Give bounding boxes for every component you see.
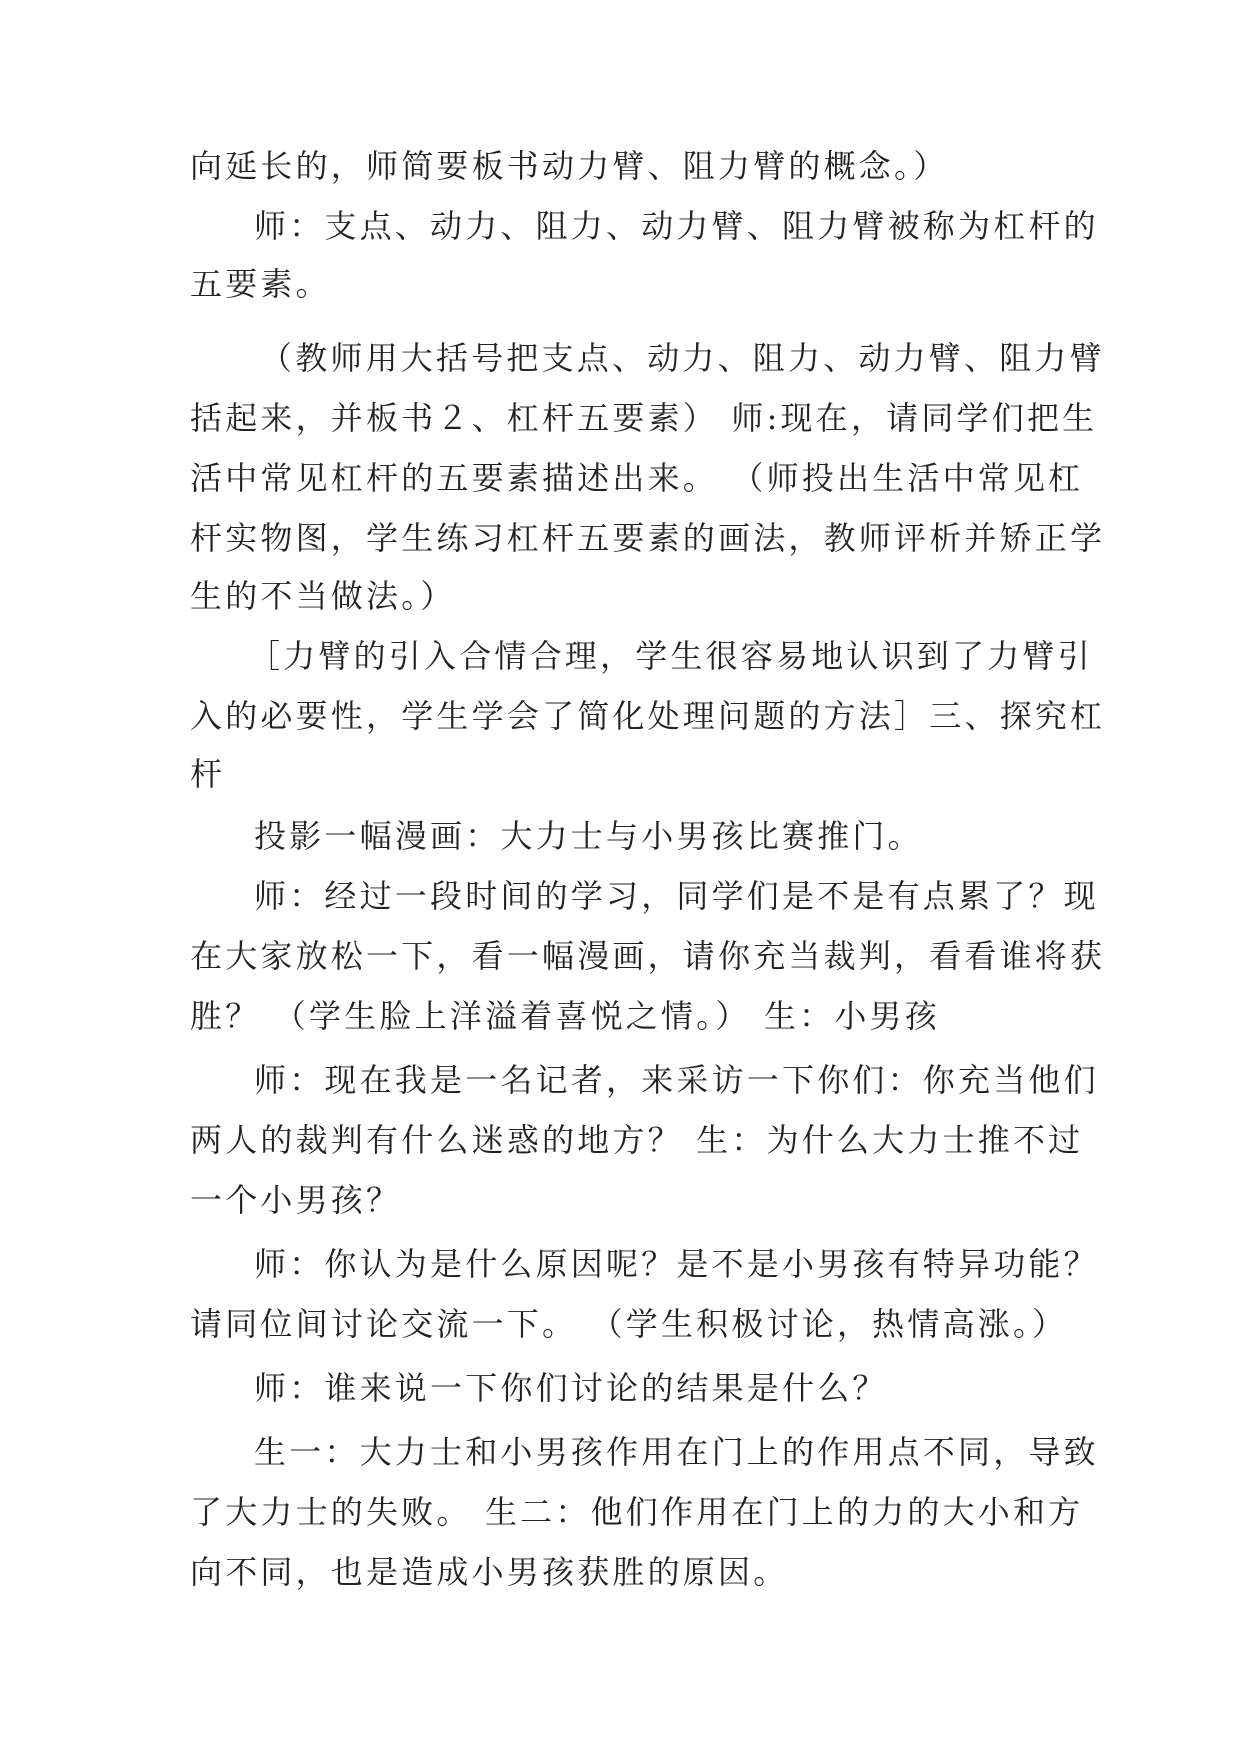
text-line: 入的必要性，学生学会了简化处理问题的方法］三、探究杠 — [190, 697, 1106, 735]
text-line: 括起来，并板书２、杠杆五要素） 师:现在，请同学们把生 — [190, 399, 1098, 437]
text-line: 师：经过一段时间的学习，同学们是不是有点累了？现 — [254, 877, 1099, 915]
text-line: 活中常见杠杆的五要素描述出来。 （师投出生活中常见杠 — [190, 459, 1084, 497]
text-line: 师：支点、动力、阻力、动力臂、阻力臂被称为杠杆的 — [254, 207, 1099, 245]
text-line: 师：现在我是一名记者，来采访一下你们：你充当他们 — [254, 1061, 1099, 1099]
text-line: 在大家放松一下，看一幅漫画，请你充当裁判，看看谁将获 — [190, 937, 1106, 975]
text-line: 杆 — [190, 755, 226, 793]
text-line: 向延长的，师简要板书动力臂、阻力臂的概念。） — [190, 147, 949, 185]
text-line: 五要素。 — [190, 265, 331, 303]
text-line: 一个小男孩？ — [190, 1181, 402, 1219]
text-line: 两人的裁判有什么迷惑的地方？ 生：为什么大力士推不过 — [190, 1121, 1084, 1159]
text-line: 生的不当做法。） — [190, 577, 456, 615]
text-line: 向不同，也是造成小男孩获胜的原因。 — [190, 1553, 789, 1591]
text-line: 请同位间讨论交流一下。 （学生积极讨论，热情高涨。） — [190, 1305, 1068, 1343]
text-line: 投影一幅漫画：大力士与小男孩比赛推门。 — [254, 817, 923, 855]
text-line: 生一：大力士和小男孩作用在门上的作用点不同，导致 — [254, 1433, 1099, 1471]
text-line: 师：你认为是什么原因呢？是不是小男孩有特异功能？ — [254, 1245, 1099, 1283]
text-line: 杆实物图，学生练习杠杆五要素的画法，教师评析并矫正学 — [190, 519, 1106, 557]
text-line: （教师用大括号把支点、动力、阻力、动力臂、阻力臂 — [260, 339, 1105, 377]
text-line: ［力臂的引入合情合理，学生很容易地认识到了力臂引 — [248, 637, 1093, 675]
text-line: 胜？ （学生脸上洋溢着喜悦之情。） 生：小男孩 — [190, 997, 940, 1035]
text-line: 了大力士的失败。 生二：他们作用在门上的力的大小和方 — [190, 1493, 1084, 1531]
text-line: 师：谁来说一下你们讨论的结果是什么？ — [254, 1369, 888, 1407]
